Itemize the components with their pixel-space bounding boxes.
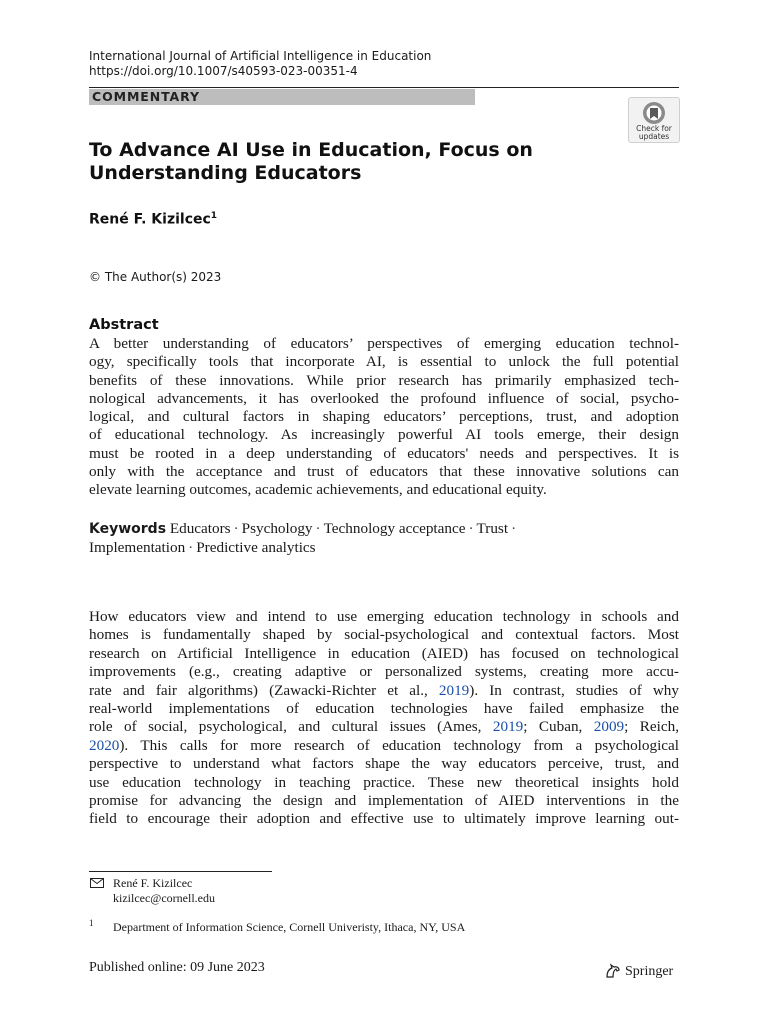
abstract-line: ogy, specifically tools that incorporate AI, is essential to unlock the full potential bbox=[89, 353, 679, 371]
check-for-updates-button[interactable] bbox=[628, 97, 680, 143]
abstract-heading: Abstract bbox=[89, 317, 159, 333]
author-name[interactable]: René F. Kizilcec bbox=[89, 211, 211, 228]
abstract-line: nological advancements, it has overlooked the profound influence of social, psycho- bbox=[89, 389, 679, 407]
body-line: improvements (e.g., creating adaptive or personalized systems, creating more accu- bbox=[89, 663, 679, 681]
body-line: How educators view and intend to use emerging education technology in schools and bbox=[89, 608, 679, 625]
citation-link[interactable]: 2019 bbox=[438, 681, 470, 699]
corresponding-author-name: René F. Kizilcec bbox=[113, 876, 193, 890]
corresponding-author-email[interactable]: kizilcec@cornell.edu bbox=[113, 891, 215, 905]
publisher-logo bbox=[604, 962, 673, 980]
keywords-label: Keywords bbox=[89, 521, 167, 537]
abstract-line: of educational technology. As increasingly powerful AI tools emerge, their design bbox=[89, 426, 679, 444]
abstract-line: must be rooted in a deep understanding of educators' needs and perspectives. It is bbox=[89, 444, 679, 462]
affiliation-mark: 1 bbox=[210, 211, 218, 221]
published-date: Published online: 09 June 2023 bbox=[89, 960, 265, 975]
body-line bbox=[89, 718, 679, 736]
section-label: COMMENTARY bbox=[92, 89, 200, 104]
check-updates-line2: updates bbox=[638, 131, 670, 141]
keyword-separator: · bbox=[468, 520, 474, 537]
body-line: homes is fundamentally shaped by social-psychological and contextual factors. Most bbox=[89, 626, 679, 644]
body-text: ). In contrast, studies of why bbox=[469, 681, 679, 699]
abstract-line: only with the acceptance and trust of educators that these innovative solutions can bbox=[89, 463, 679, 481]
journal-header bbox=[89, 49, 431, 79]
journal-name: International Journal of Artificial Intelligence in Education bbox=[89, 49, 432, 63]
footnote-rule bbox=[89, 871, 272, 872]
keyword-separator: · bbox=[188, 538, 194, 556]
copyright: © The Author(s) 2023 bbox=[89, 270, 222, 284]
publisher-name: Springer bbox=[625, 964, 674, 979]
main-body bbox=[89, 608, 679, 829]
citation-link[interactable]: 2009 bbox=[593, 718, 625, 736]
abstract-line: A better understanding of educators’ perspectives of emerging education technol- bbox=[89, 335, 679, 352]
article-title: To Advance AI Use in Education, Focus on Understanding Educators bbox=[89, 139, 533, 184]
keyword: Educators bbox=[169, 520, 231, 537]
author-line bbox=[89, 208, 217, 229]
body-line: field to encourage their adoption and effective use to ultimately improve learning out- bbox=[89, 810, 679, 828]
affiliation-text: Department of Information Science, Cornell Univeristy, Ithaca, NY, USA bbox=[113, 920, 466, 934]
bookmark-refresh-icon bbox=[642, 101, 666, 125]
keyword: Technology acceptance bbox=[323, 520, 466, 537]
body-line: perspective to understand what factors shape the way educators perceive, trust, and bbox=[89, 755, 679, 773]
body-line: real-world implementations of education technologies have failed emphasize the bbox=[89, 699, 679, 717]
citation-link[interactable]: 2020 bbox=[89, 736, 120, 754]
abstract-body bbox=[89, 335, 679, 500]
body-line bbox=[89, 737, 679, 755]
body-text: role of social, psychological, and cultural issues (Ames, bbox=[89, 718, 493, 736]
keyword-separator: · bbox=[315, 520, 321, 537]
affiliation-number: 1 bbox=[89, 918, 94, 928]
body-text: ; Reich, bbox=[624, 718, 679, 736]
keyword: Implementation bbox=[89, 538, 186, 556]
envelope-icon bbox=[90, 878, 104, 888]
doi-link[interactable]: https://doi.org/10.1007/s40593-023-00351-4 bbox=[89, 64, 358, 78]
body-text: ; Cuban, bbox=[523, 718, 594, 736]
keyword-separator: · bbox=[233, 520, 239, 537]
citation-link[interactable]: 2019 bbox=[492, 718, 524, 736]
keyword-separator: · bbox=[511, 520, 517, 537]
body-line: use education technology in teaching practice. These new theoretical insights hold bbox=[89, 773, 679, 791]
section-band bbox=[89, 89, 475, 105]
body-line: promise for advancing the design and implementation of AIED interventions in the bbox=[89, 791, 679, 809]
springer-horse-icon bbox=[604, 962, 622, 978]
body-line: research on Artificial Intelligence in education (AIED) has focused on technological bbox=[89, 644, 679, 662]
body-text: ). This calls for more research of education technology from a psychological bbox=[119, 736, 679, 754]
body-line bbox=[89, 682, 679, 700]
keyword: Predictive analytics bbox=[196, 538, 316, 556]
keyword: Psychology bbox=[241, 520, 313, 537]
body-text: rate and fair algorithms) (Zawacki-Richter et al., bbox=[89, 681, 439, 699]
keyword: Trust bbox=[476, 520, 509, 537]
abstract-line: logical, and cultural factors in shaping educators’ perceptions, trust, and adoption bbox=[89, 408, 679, 426]
header-rule bbox=[89, 87, 679, 88]
abstract-line: elevate learning outcomes, academic achievements, and educational equity. bbox=[89, 481, 547, 499]
keywords bbox=[89, 520, 679, 557]
check-updates-line1: Check for bbox=[636, 124, 672, 133]
abstract-line: benefits of these innovations. While prior research has primarily emphasized tech- bbox=[89, 371, 679, 389]
